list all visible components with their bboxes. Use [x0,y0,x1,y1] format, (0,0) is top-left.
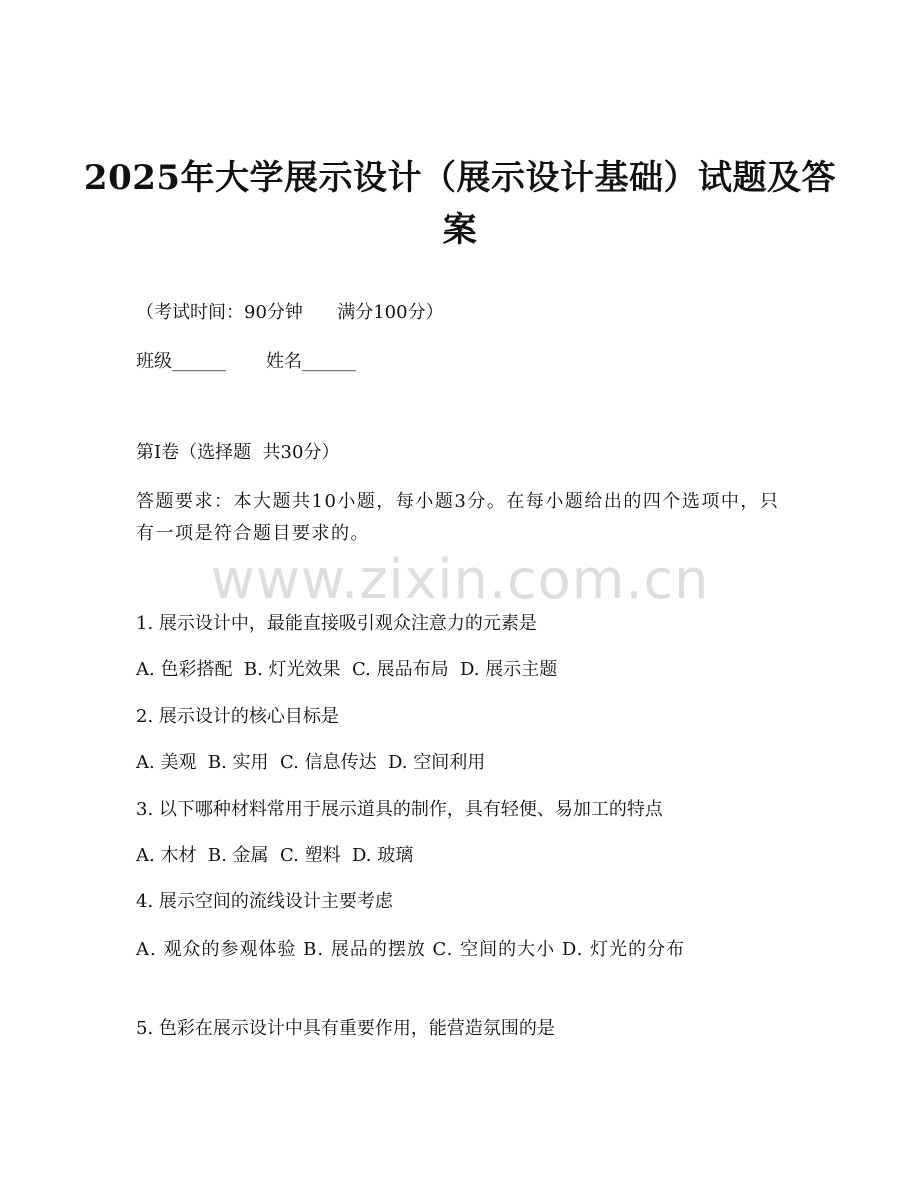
document-title: 2025年大学展示设计（展示设计基础）试题及答案 [83,158,837,250]
question-3-stem: 3. 以下哪种材料常用于展示道具的制作，具有轻便、易加工的特点 [136,799,663,820]
exam-info: （考试时间：90分钟 满分100分） [136,302,444,323]
student-info: 班级______ 姓名______ [136,351,357,372]
instructions: 答题要求：本大题共10小题，每小题3分。在每小题给出的四个选项中，只有一项是符合题目要求的。 [136,491,780,544]
question-1-stem: 1. 展示设计中，最能直接吸引观众注意力的元素是 [136,613,537,634]
question-4-stem: 4. 展示空间的流线设计主要考虑 [136,891,393,912]
question-4-options: A. 观众的参观体验 B. 展品的摆放 C. 空间的大小 D. 灯光的分布 [136,939,686,960]
question-2-options: A. 美观 B. 实用 C. 信息传达 D. 空间利用 [136,752,486,773]
question-3-options: A. 木材 B. 金属 C. 塑料 D. 玻璃 [136,845,414,866]
question-2-stem: 2. 展示设计的核心目标是 [136,706,339,727]
question-1-options: A. 色彩搭配 B. 灯光效果 C. 展品布局 D. 展示主题 [136,659,558,680]
question-5-stem: 5. 色彩在展示设计中具有重要作用，能营造氛围的是 [136,1018,555,1039]
watermark: www.zixin.com.cn [210,548,710,611]
section-heading: 第I卷（选择题 共30分） [136,442,340,463]
